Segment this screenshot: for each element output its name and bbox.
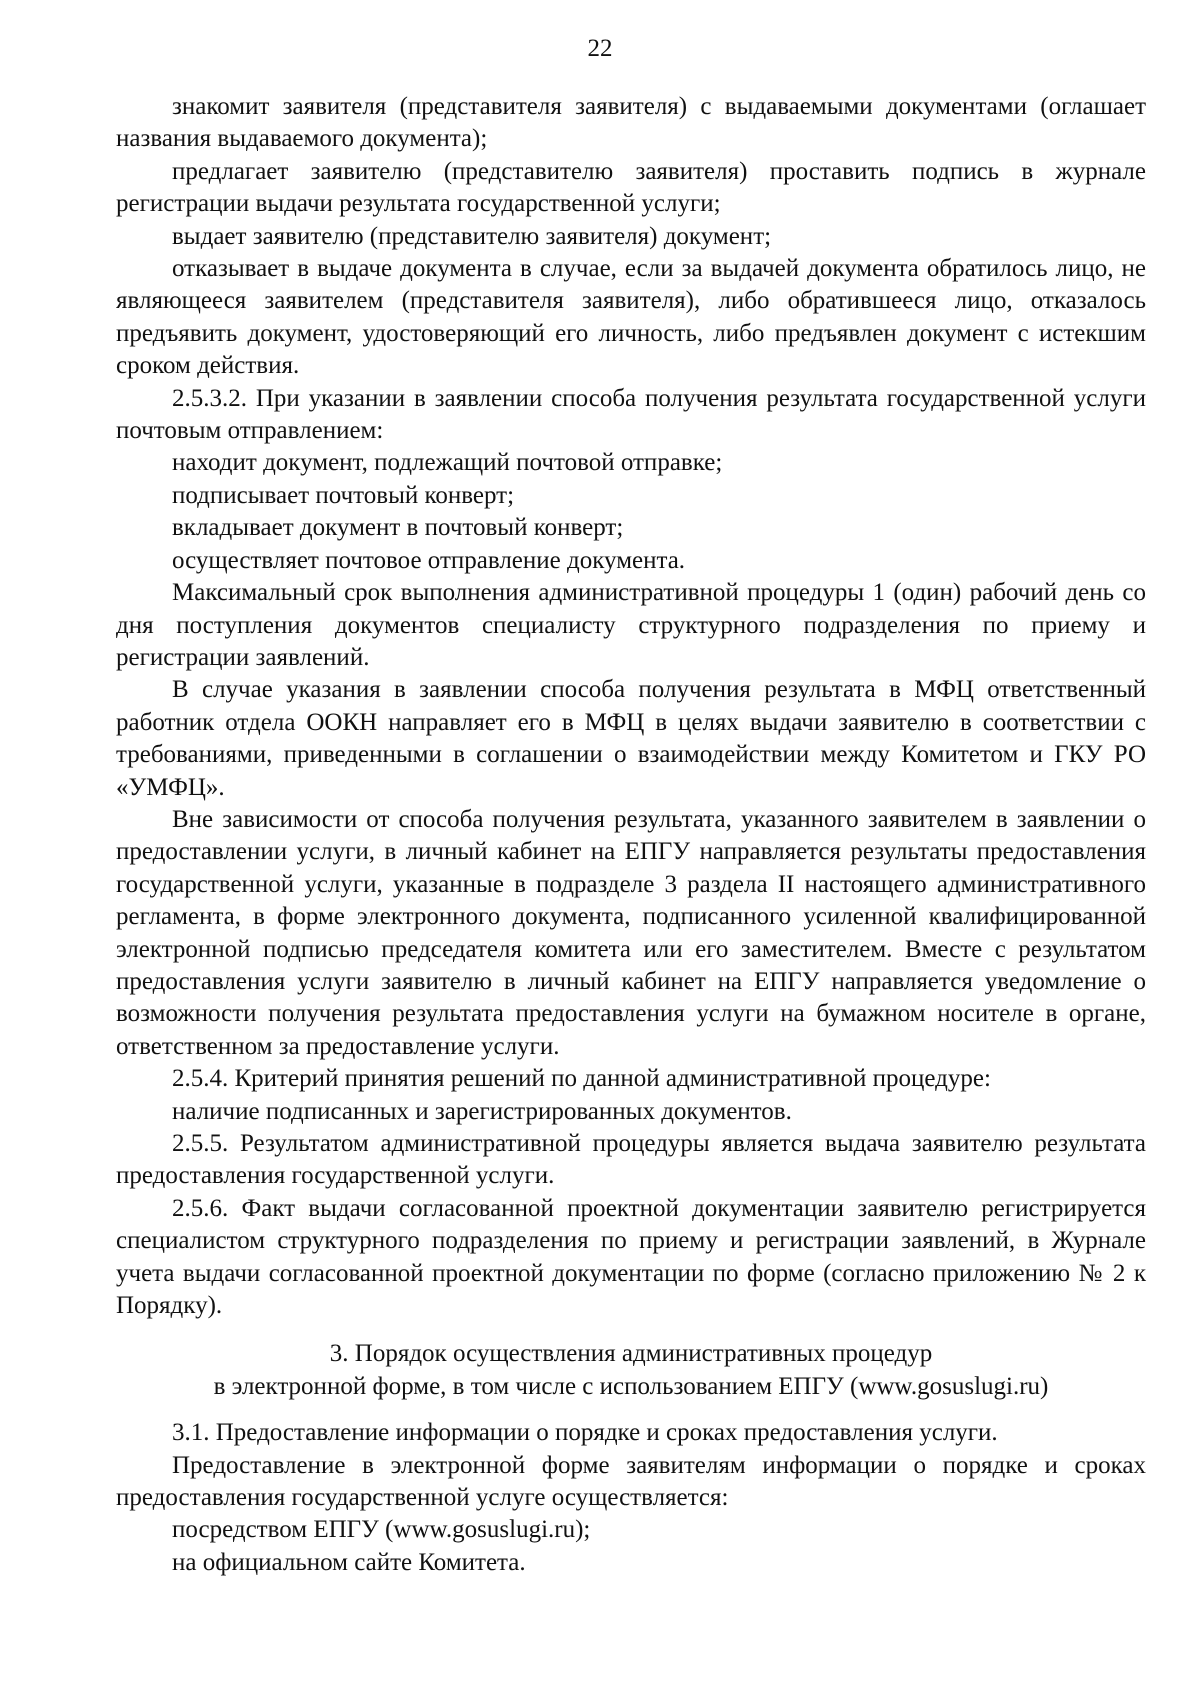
paragraph: посредством ЕПГУ (www.gosuslugi.ru); [172,1516,591,1544]
paragraph: В случае указания в заявлении способа получения результата в МФЦ ответственный работник отдела ООКН направляет его в МФЦ в целях выдачи заявителю в соответствии с требованиями, приведенными в соглашении о взаимодействии между Комитетом и ГКУ РО «УМФЦ». [116,676,1146,801]
paragraph: предлагает заявителю (представителю заявителя) проставить подпись в журнале регистрации выдачи результата государственной услуги; [116,157,1146,218]
paragraph: 2.5.6. Факт выдачи согласованной проектной документации заявителю регистрируется специалистом структурного подразделения по приему и регистрации заявлений, в Журнале учета выдачи согласованной проектной документации по форме (согласно приложению № 2 к Порядку). [116,1194,1146,1320]
paragraph: отказывает в выдаче документа в случае, если за выдачей документа обратилось лицо, не являющееся заявителем (представителя заявителя), либо обратившееся лицо, отказалось предъявить документ, удостоверяющий его личность, либо предъявлен документ с истекшим сроком действия. [116,255,1146,380]
page-number: 22 [587,35,613,62]
paragraph: Максимальный срок выполнения административной процедуры 1 (один) рабочий день со дня поступления документов специалисту структурного подразделения по приему и регистрации заявлений. [116,579,1146,671]
section-heading [116,1338,1146,1403]
paragraph: подписывает почтовый конверт; [172,481,515,509]
paragraph: знакомит заявителя (представителя заявителя) с выдаваемыми документами (оглашает названия выдаваемого документа); [116,93,1146,153]
paragraph: 3.1. Предоставление информации о порядке и сроках предоставления услуги. [172,1419,998,1447]
paragraph: выдает заявителю (представителю заявителя) документ; [172,222,772,250]
paragraph: Вне зависимости от способа получения результата, указанного заявителем в заявлении о предоставлении услуги, в личный кабинет на ЕПГУ направляется результаты предоставления государственной услуги, указанные в подразделе 3 раздела II настоящего административного регламента, в форме электронного документа, подписанного усиленной квалифицированной электронной подписью председателя комитета или его заместителем. Вместе с результатом предоставления услуги заявителю в личный кабинет на ЕПГУ направляется уведомление о возможности получения результата предоставления услуги на бумажном носителе в органе, ответственном за предоставление услуги. [116,805,1146,1060]
paragraph: 2.5.3.2. При указании в заявлении способа получения результата государственной услуги почтовым отправлением: [116,384,1146,445]
paragraph: 2.5.5. Результатом административной процедуры является выдача заявителю результата предоставления государственной услуги. [116,1130,1146,1190]
paragraph: осуществляет почтовое отправление документа. [172,546,686,574]
section-heading-line: в электронной форме, в том числе с использованием ЕПГУ (www.gosuslugi.ru) [213,1372,1049,1400]
paragraph: вкладывает документ в почтовый конверт; [172,514,624,542]
paragraph: Предоставление в электронной форме заявителям информации о порядке и сроках предоставления государственной услуге осуществляется: [116,1451,1146,1512]
paragraph: на официальном сайте Комитета. [172,1548,526,1576]
document-body [116,91,1146,1579]
paragraph: 2.5.4. Критерий принятия решений по данной административной процедуре: [172,1065,991,1093]
section-heading-line: 3. Порядок осуществления административных процедур [329,1340,933,1368]
paragraph: находит документ, подлежащий почтовой отправке; [172,449,723,477]
paragraph: наличие подписанных и зарегистрированных документов. [172,1097,792,1125]
